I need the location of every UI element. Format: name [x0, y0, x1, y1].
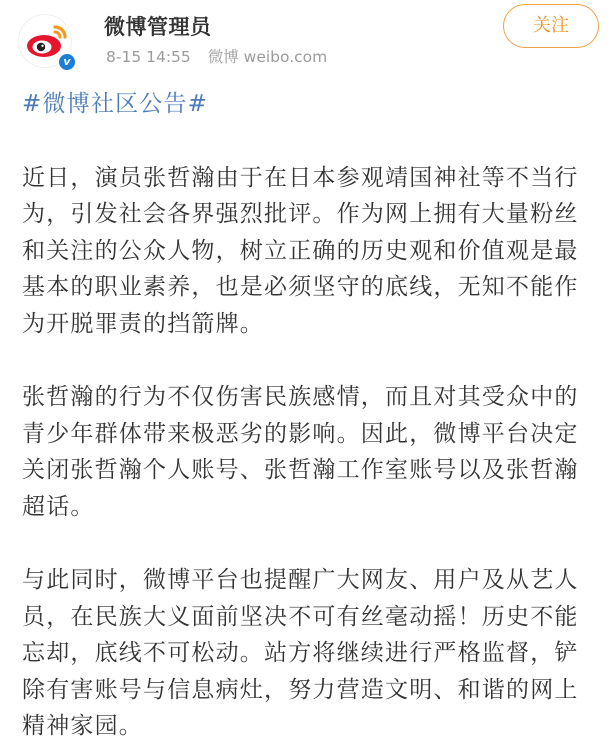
- post-timestamp: 8-15 14:55: [106, 48, 191, 66]
- post-meta: [106, 45, 327, 67]
- post-source: 微博 weibo.com: [207, 48, 328, 66]
- spacer: [22, 342, 597, 379]
- post-paragraph-1: 近日，演员张哲瀚由于在日本参观靖国神社等不当行为，引发社会各界强烈批评。作为网上拥有大量粉丝和关注的公众人物，树立正确的历史观和价值观是最基本的职业素养，也是必须坚守的底线，无知不能作为开脱罪责的挡箭牌。: [22, 164, 579, 337]
- spacer: [22, 525, 597, 562]
- post-content: [22, 85, 597, 745]
- post-paragraph-3: 与此同时，微博平台也提醒广大网友、用户及从艺人员，在民族大义面前坚决不可有丝毫动摇！历史不能忘却，底线不可松动。站方将继续进行严格监督，铲除有害账号与信息病灶，努力营造文明、和谐的网上精神家园。: [22, 567, 579, 739]
- author-name[interactable]: 微博管理员: [104, 15, 212, 39]
- verified-badge-icon: v: [57, 52, 77, 72]
- post-header: [0, 0, 611, 80]
- post-paragraph-2: 张哲瀚的行为不仅伤害民族感情，而且对其受众中的青少年群体带来极恶劣的影响。因此，微博平台决定关闭张哲瀚个人账号、张哲瀚工作室账号以及张哲瀚超话。: [22, 384, 579, 520]
- spacer: [22, 123, 597, 160]
- topic-link[interactable]: #微博社区公告#: [22, 91, 209, 117]
- avatar[interactable]: [18, 14, 78, 74]
- follow-button[interactable]: 关注: [503, 4, 599, 48]
